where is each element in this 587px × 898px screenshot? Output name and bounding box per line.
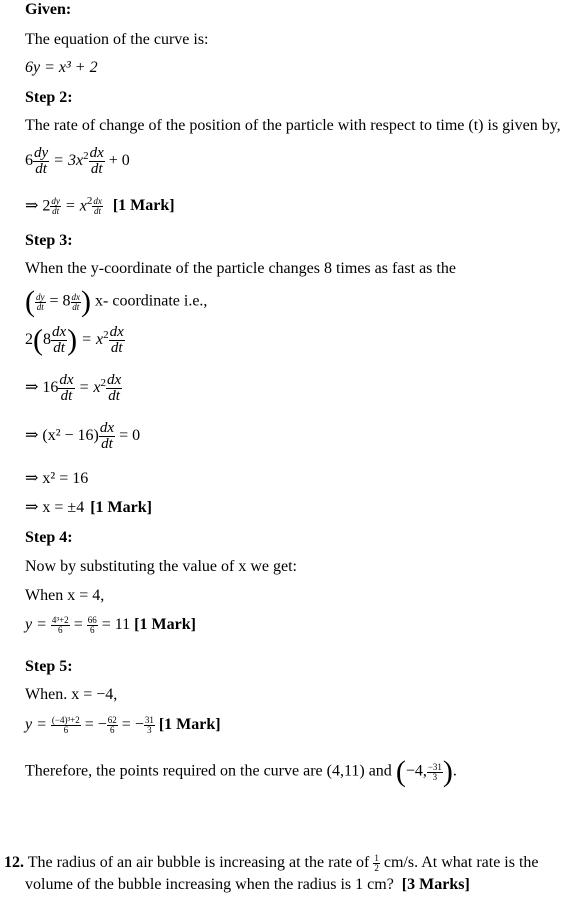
question-12: 12. The radius of an air bubble is increasing at the rate of $\frac{1}{2}$ cm/s. At what rate is the volume of the bubble increasing when the radius is 1 cm? [3 Marks] xyxy=(4,852,539,894)
equation-x-squared: ⇒ x² = 16 xyxy=(25,470,89,487)
curve-intro: The equation of the curve is: xyxy=(25,31,209,48)
step-4-heading: Step 4: xyxy=(25,529,73,546)
step-5-heading: Step 5: xyxy=(25,658,73,675)
step-2-heading: Step 2: xyxy=(25,89,73,106)
when-x-neg-4: When. x = −4, xyxy=(25,686,118,703)
step-4-text: Now by substituting the value of x we get: xyxy=(25,558,297,575)
equation-derivative: 6 $\frac{dy}{dt}$ = $3x^2$ $\frac{dx}{dt}$ + 0 xyxy=(25,145,130,177)
step-3-heading: Step 3: xyxy=(25,232,73,249)
when-x-4: When x = 4, xyxy=(25,587,105,604)
equation-substituted: 2(8 $\frac{dx}{dt}$ ) = $x^2$ $\frac{dx}{dt}$ xyxy=(25,323,124,357)
given-heading: Given: xyxy=(25,1,72,18)
equation-y-positive: y = $\frac{\text{4³+2}}{6}$ = $\frac{66}{6}$ = 11 [1 Mark] xyxy=(25,615,196,635)
equation-sixteen: ⇒ 16 $\frac{dx}{dt}$ = $x^2$ $\frac{dx}{dt}$ xyxy=(25,372,122,404)
step-2-text: The rate of change of the position of the particle with respect to time (t) is given by, xyxy=(25,117,561,134)
conclusion: Therefore, the points required on the curve are (4,11) and (−4, $\frac{-31}{3}$ ). xyxy=(25,755,457,788)
step-3-text: When the y-coordinate of the particle changes 8 times as fast as the xyxy=(25,260,456,277)
equation-factored: ⇒ (x² − 16) $\frac{dx}{dt}$ = 0 xyxy=(25,420,141,452)
equation-condition: ( $\frac{dy}{dt}$ = 8 $\frac{dx}{dt}$ ) x- coordinate i.e., xyxy=(25,285,208,318)
equation-x-value: ⇒ x = ±4 [1 Mark] xyxy=(25,499,152,516)
equation-simplified: ⇒ 2 $\frac{dy}{dt}$ = $x^2$ $\frac{dx}{dt}$ [1 Mark] xyxy=(25,195,175,217)
equation-y-negative: y = $\frac{\text{(−4)³+2}}{6}$ = − $\frac{62}{6}$ = − $\frac{31}{3}$ [1 Mark] xyxy=(25,715,221,735)
curve-equation: 6y = x³ + 2 xyxy=(25,59,98,76)
